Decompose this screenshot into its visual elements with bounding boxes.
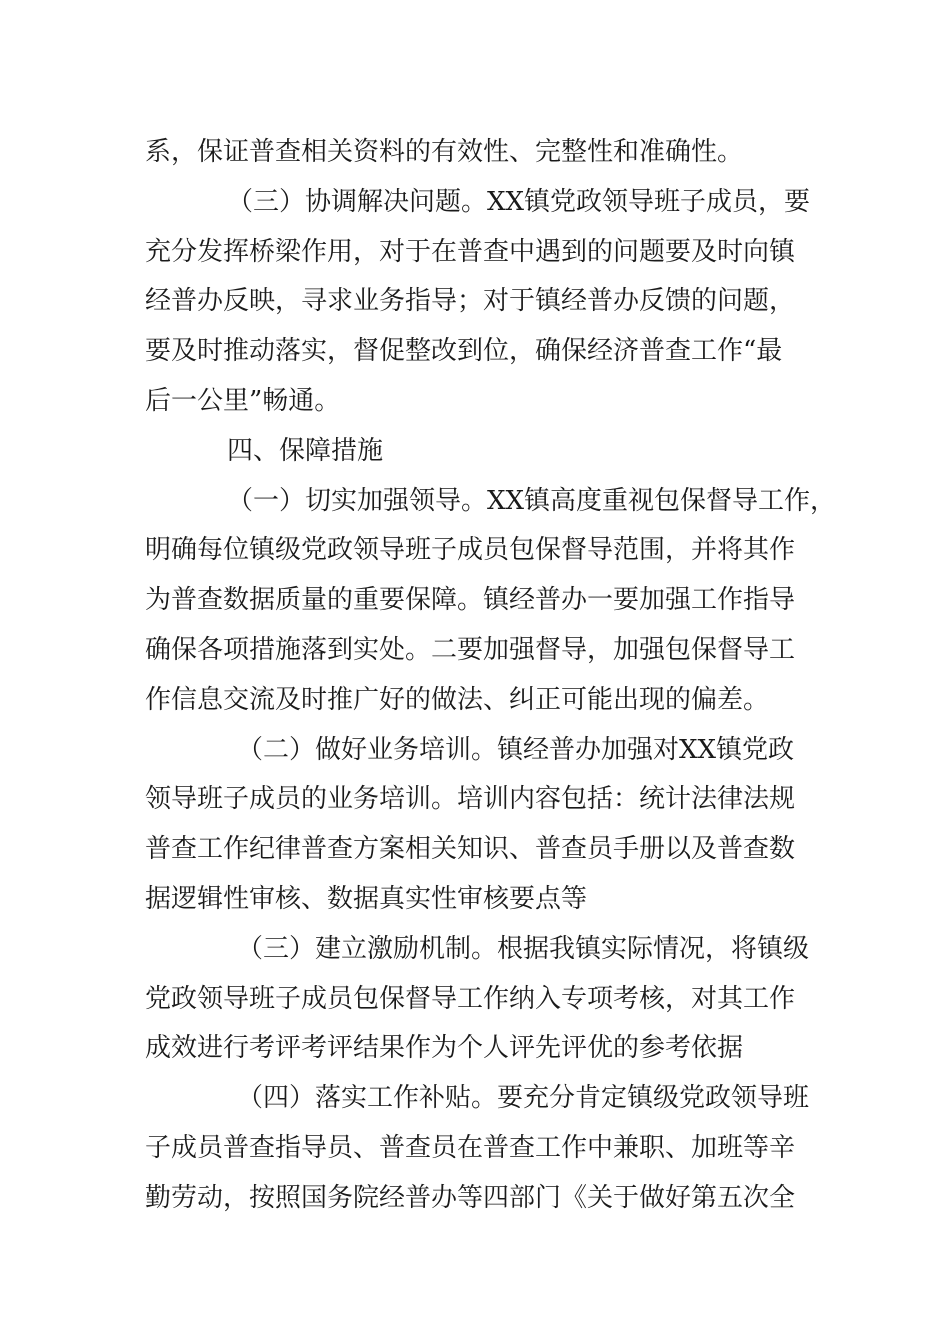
text-line: 经普办反映，寻求业务指导；对于镇经普办反馈的问题，: [145, 286, 796, 317]
text-line: 系，保证普查相关资料的有效性、完整性和准确性。: [145, 137, 744, 167]
text-line: 要及时推动落实，督促整改到位，确保经济普查工作“最: [145, 336, 783, 367]
text-line: （一）切实加强领导。XX镇高度重视包保督导工作，: [227, 485, 837, 516]
text-line: 确保各项措施落到实处。二要加强督导，加强包保督导工: [145, 634, 796, 665]
text-line: 子成员普查指导员、普查员在普查工作中兼职、加班等辛: [145, 1132, 796, 1163]
text-line: 充分发挥桥梁作用，对于在普查中遇到的问题要及时向镇: [145, 236, 796, 267]
document-body: [145, 128, 837, 1224]
text-line: 作信息交流及时推广好的做法、纠正可能出现的偏差。: [145, 684, 770, 715]
text-line: 后一公里”畅通。: [145, 385, 341, 416]
text-line: 明确每位镇级党政领导班子成员包保督导范围，并将其作: [145, 535, 796, 566]
text-line: 普查工作纪律普查方案相关知识、普查员手册以及普查数: [145, 834, 796, 865]
text-line: （二）做好业务培训。镇经普办加强对XX镇党政: [237, 734, 795, 765]
text-line: 勤劳动，按照国务院经普办等四部门《关于做好第五次全: [145, 1182, 796, 1213]
section-heading: 四、保障措施: [227, 435, 384, 466]
text-line: 据逻辑性审核、数据真实性审核要点等: [145, 883, 588, 914]
text-line: （四）落实工作补贴。要充分肯定镇级党政领导班: [237, 1083, 810, 1114]
text-line: （三）协调解决问题。XX镇党政领导班子成员，要: [227, 186, 811, 217]
text-line: 成效进行考评考评结果作为个人评先评优的参考依据: [145, 1033, 744, 1064]
text-line: 为普查数据质量的重要保障。镇经普办一要加强工作指导: [145, 585, 796, 616]
text-line: （三）建立激励机制。根据我镇实际情况，将镇级: [237, 933, 810, 964]
text-line: 领导班子成员的业务培训。培训内容包括：统计法律法规: [145, 784, 796, 815]
text-line: 党政领导班子成员包保督导工作纳入专项考核，对其工作: [145, 983, 796, 1014]
